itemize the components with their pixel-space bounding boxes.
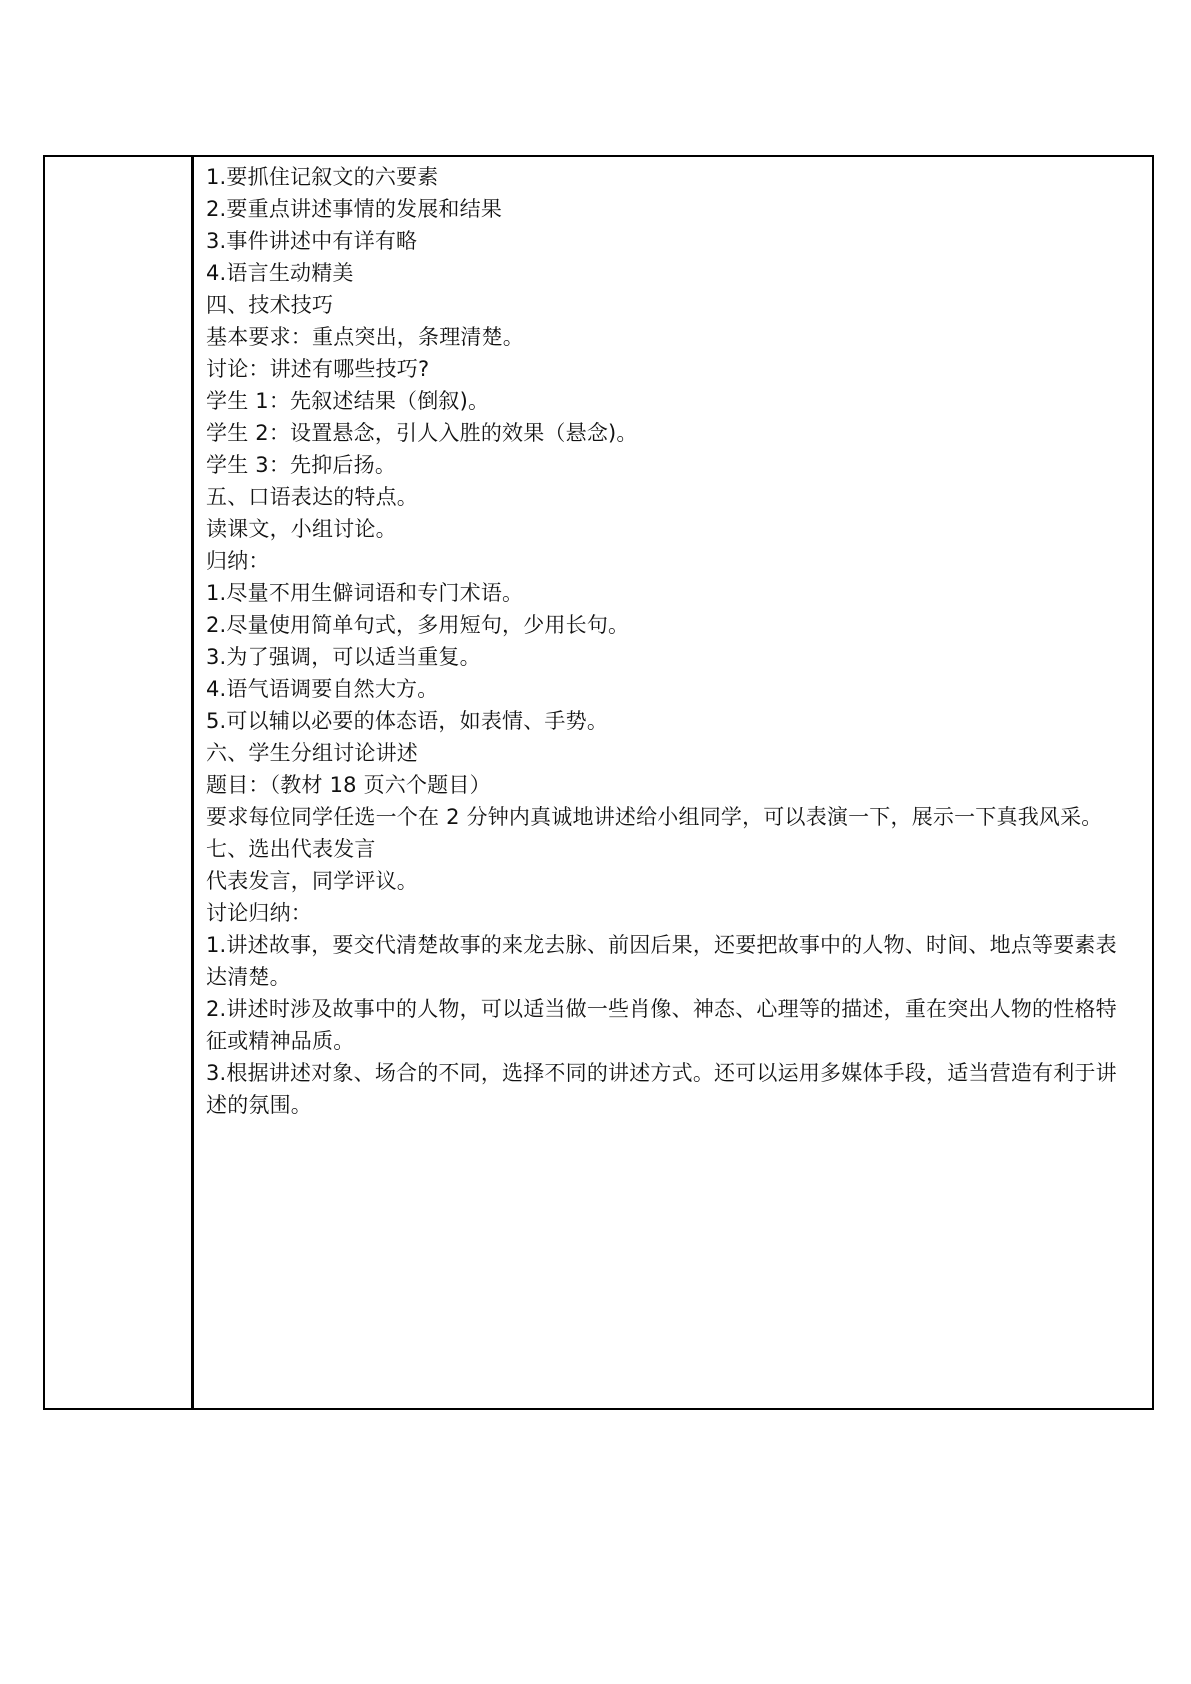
text-line: 代表发言，同学评议。 <box>206 869 418 893</box>
text-line: 2.讲述时涉及故事中的人物，可以适当做一些肖像、神态、心理等的描述，重在突出人物的性格特征或精神品质。 <box>206 997 1117 1053</box>
text-line: 基本要求：重点突出，条理清楚。 <box>206 325 524 349</box>
table-left-cell <box>45 157 194 1408</box>
text-line: 1.讲述故事，要交代清楚故事的来龙去脉、前因后果，还要把故事中的人物、时间、地点等要素表达清楚。 <box>206 933 1117 989</box>
table-content-cell <box>194 157 1152 1408</box>
text-line: 4.语气语调要自然大方。 <box>206 677 439 701</box>
text-line: 1.尽量不用生僻词语和专门术语。 <box>206 581 524 605</box>
text-line: 2.尽量使用简单句式，多用短句，少用长句。 <box>206 613 630 637</box>
text-line: 学生 2：设置悬念，引人入胜的效果（悬念)。 <box>206 421 638 445</box>
text-line: 3.事件讲述中有详有略 <box>206 229 418 253</box>
text-line: 读课文，小组讨论。 <box>206 517 397 541</box>
text-line: 讨论归纳： <box>206 901 312 925</box>
text-line: 学生 3：先抑后扬。 <box>206 453 397 477</box>
text-line: 归纳： <box>206 549 270 573</box>
text-line: 学生 1：先叙述结果（倒叙)。 <box>206 389 490 413</box>
text-line: 5.可以辅以必要的体态语，如表情、手势。 <box>206 709 609 733</box>
text-line: 题目：（教材 18 页六个题目） <box>206 773 491 797</box>
text-line: 4.语言生动精美 <box>206 261 354 285</box>
text-line: 要求每位同学任选一个在 2 分钟内真诚地讲述给小组同学，可以表演一下，展示一下真我风采。 <box>206 805 1103 829</box>
lesson-table <box>43 155 1154 1410</box>
text-line: 1.要抓住记叙文的六要素 <box>206 165 439 189</box>
text-line: 讨论：讲述有哪些技巧? <box>206 357 430 381</box>
text-line: 3.根据讲述对象、场合的不同，选择不同的讲述方式。还可以运用多媒体手段，适当营造有利于讲述的氛围。 <box>206 1061 1117 1117</box>
section-heading: 六、学生分组讨论讲述 <box>206 741 418 765</box>
section-heading: 四、技术技巧 <box>206 293 334 317</box>
section-heading: 七、选出代表发言 <box>206 837 376 861</box>
text-line: 2.要重点讲述事情的发展和结果 <box>206 197 503 221</box>
section-heading: 五、口语表达的特点。 <box>206 485 418 509</box>
text-line: 3.为了强调，可以适当重复。 <box>206 645 481 669</box>
